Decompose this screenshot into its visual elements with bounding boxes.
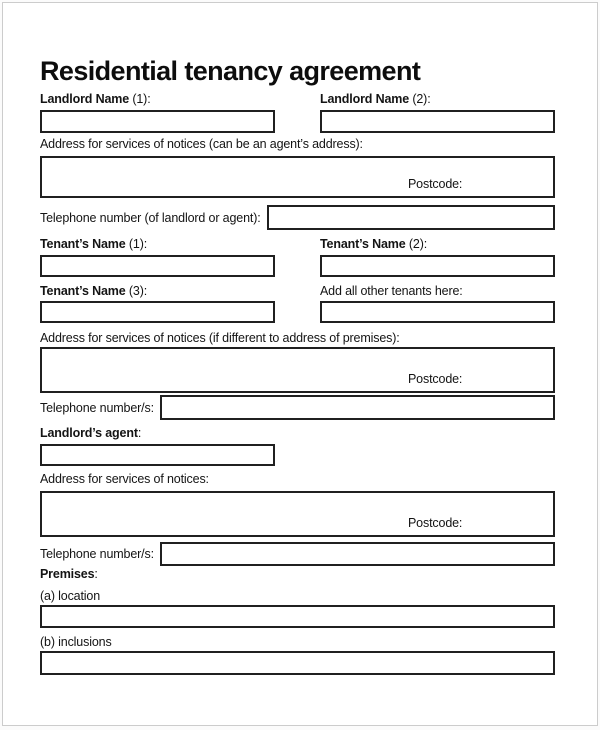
- telephone-2-row: [40, 395, 555, 420]
- telephone-1-input[interactable]: [267, 205, 555, 230]
- telephone-3-input[interactable]: [160, 542, 555, 566]
- telephone-1-label: Telephone number (of landlord or agent):: [40, 210, 261, 225]
- landlord-name-1-label: Landlord Name (1):: [40, 92, 151, 106]
- telephone-1-row: [40, 205, 555, 230]
- address-notices-3-input[interactable]: [40, 491, 555, 537]
- landlord-name-2-input[interactable]: [320, 110, 555, 133]
- tenant-name-3-input[interactable]: [40, 301, 275, 323]
- landlord-name-labels-row: [40, 92, 555, 106]
- other-tenants-label: Add all other tenants here:: [320, 284, 463, 298]
- premises-inclusions-label: (b) inclusions: [40, 635, 112, 649]
- tenant-name-3-label: Tenant’s Name (3):: [40, 284, 148, 298]
- tenant-name-inputs-row-1: [40, 255, 555, 277]
- tenant-name-2-input[interactable]: [320, 255, 555, 277]
- premises-label: Premises:: [40, 567, 98, 581]
- form-content: [40, 57, 555, 675]
- tenant-name-labels-row-1: [40, 237, 555, 251]
- telephone-2-input[interactable]: [160, 395, 555, 420]
- tenant-name-labels-row-2: [40, 284, 555, 298]
- tenant-name-1-label: Tenant’s Name (1):: [40, 237, 148, 251]
- landlords-agent-input[interactable]: [40, 444, 275, 466]
- premises-location-label: (a) location: [40, 589, 101, 603]
- postcode-2-label: Postcode:: [408, 372, 463, 386]
- landlord-name-inputs-row: [40, 110, 555, 133]
- landlord-name-2-label: Landlord Name (2):: [320, 92, 431, 106]
- page-title: Residential tenancy agreement: [40, 56, 421, 86]
- form-page: [2, 2, 598, 726]
- address-notices-2-label: Address for services of notices (if different to address of premises):: [40, 331, 400, 345]
- postcode-3-label: Postcode:: [408, 516, 463, 530]
- address-notices-1-label: Address for services of notices (can be an agent’s address):: [40, 137, 363, 151]
- premises-location-input[interactable]: [40, 605, 555, 628]
- address-notices-1-input[interactable]: [40, 156, 555, 198]
- address-notices-3-label: Address for services of notices:: [40, 472, 209, 486]
- premises-inclusions-input[interactable]: [40, 651, 555, 675]
- tenant-name-2-label: Tenant’s Name (2):: [320, 237, 428, 251]
- tenant-name-inputs-row-2: [40, 301, 555, 323]
- telephone-3-row: [40, 542, 555, 566]
- tenant-name-1-input[interactable]: [40, 255, 275, 277]
- telephone-3-label: Telephone number/s:: [40, 547, 154, 561]
- landlords-agent-input-row: [40, 444, 555, 466]
- other-tenants-input[interactable]: [320, 301, 555, 323]
- postcode-1-label: Postcode:: [408, 177, 463, 191]
- telephone-2-label: Telephone number/s:: [40, 400, 154, 415]
- address-notices-2-input[interactable]: [40, 347, 555, 393]
- landlord-name-1-input[interactable]: [40, 110, 275, 133]
- landlords-agent-label: Landlord’s agent:: [40, 426, 142, 440]
